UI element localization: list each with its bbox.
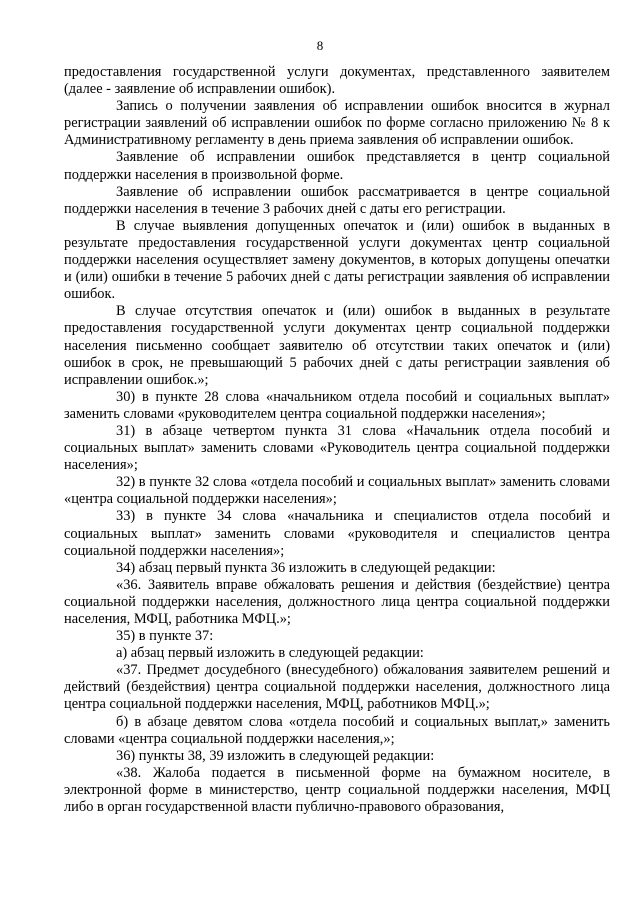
paragraph: В случае отсутствия опечаток и (или) ошибок в выданных в результате предоставления государственной услуги документах центр социальной поддержки населения письменно сообщает заявителю об отсутствии таких опечаток и (или) ошибок в срок, не превышающий 5 рабочих дней с даты регистрации заявления об исправлении ошибок.»; — [64, 303, 610, 388]
paragraph: Заявление об исправлении ошибок рассматривается в центре социальной поддержки населения в течение 3 рабочих дней с даты его регистрации. — [64, 183, 610, 217]
paragraph: 36) пункты 38, 39 изложить в следующей редакции: — [116, 747, 435, 764]
paragraph: б) в абзаце девятом слова «отдела пособий и социальных выплат,» заменить словами «центра социальной поддержки населения,»; — [64, 713, 610, 747]
paragraph: «36. Заявитель вправе обжаловать решения и действия (бездействие) центра социальной поддержки населения, должностного лица центра социальной поддержки населения, МФЦ, работника МФЦ.»; — [64, 576, 610, 627]
paragraph: а) абзац первый изложить в следующей редакции: — [116, 645, 424, 662]
paragraph: 35) в пункте 37: — [116, 628, 214, 645]
paragraph: «37. Предмет досудебного (внесудебного) обжалования заявителем решений и действий (бездействия) центра социальной поддержки населения, должностного лица центра социальной поддержки населения, МФЦ, работников МФЦ.»; — [64, 662, 610, 713]
paragraph: 32) в пункте 32 слова «отдела пособий и социальных выплат» заменить словами «центра социальной поддержки населения»; — [64, 474, 610, 508]
paragraph: предоставления государственной услуги документах, представленного заявителем (далее - заявление об исправлении ошибок). — [64, 64, 610, 98]
paragraph: 33) в пункте 34 слова «начальника и специалистов отдела пособий и социальных выплат» заменить словами «руководителя и специалистов центра социальной поддержки населения»; — [64, 508, 610, 559]
paragraph: «38. Жалоба подается в письменной форме на бумажном носителе, в электронной форме в министерство, центр социальной поддержки населения, МФЦ либо в орган государственной власти публично-правового образования, — [64, 764, 610, 816]
paragraph: 34) абзац первый пункта 36 изложить в следующей редакции: — [116, 559, 496, 576]
page-number: 8 — [316, 38, 324, 53]
paragraph: Заявление об исправлении ошибок представляется в центр социальной поддержки населения в произвольной форме. — [64, 149, 610, 183]
paragraph: В случае выявления допущенных опечаток и (или) ошибок в выданных в результате предоставления государственной услуги документах центр социальной поддержки населения осуществляет замену документов, в которых допущены опечатки и (или) ошибки в течение 5 рабочих дней с даты регистрации заявления об исправлении ошибок. — [64, 217, 610, 303]
paragraph: Запись о получении заявления об исправлении ошибок вносится в журнал регистрации заявлений об исправлении ошибок по форме согласно приложению № 8 к Административному регламенту в день приема заявления об исправлении ошибок. — [64, 98, 610, 149]
paragraph: 31) в абзаце четвертом пункта 31 слова «Начальник отдела пособий и социальных выплат» заменить словами «Руководитель центра социальной поддержки населения»; — [64, 422, 610, 474]
document-body — [64, 64, 610, 816]
paragraph: 30) в пункте 28 слова «начальником отдела пособий и социальных выплат» заменить словами «руководителем центра социальной поддержки населения»; — [64, 388, 610, 422]
